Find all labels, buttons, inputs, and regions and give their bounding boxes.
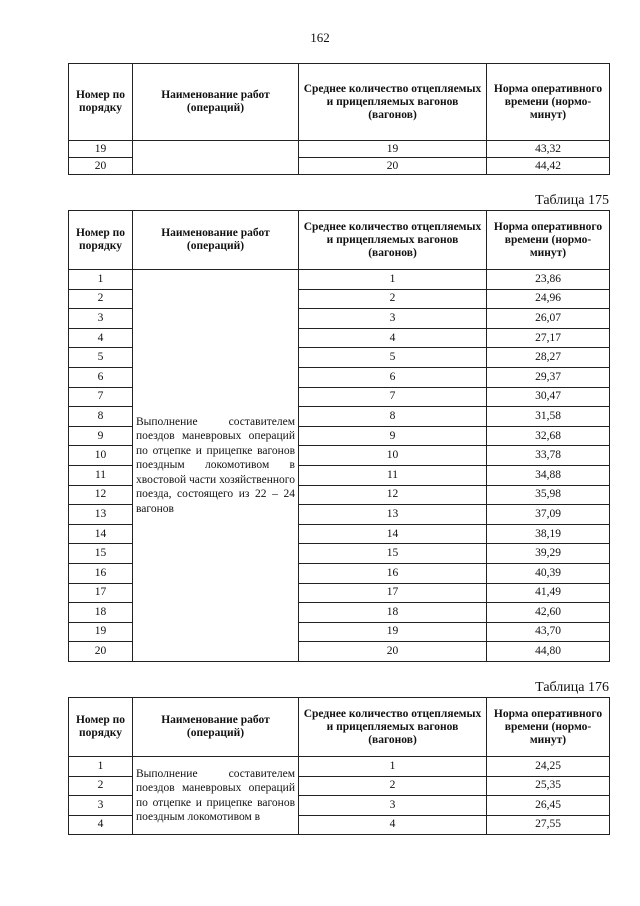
row-count: 7 bbox=[299, 387, 487, 407]
header-work: Наименование работ (операций) bbox=[133, 698, 299, 757]
row-count: 10 bbox=[299, 446, 487, 466]
row-number: 20 bbox=[69, 642, 133, 662]
row-number: 12 bbox=[69, 485, 133, 505]
row-number: 3 bbox=[69, 309, 133, 329]
header-norm: Норма оперативного времени (нормо-минут) bbox=[487, 211, 610, 270]
header-norm: Норма оперативного времени (нормо-минут) bbox=[487, 64, 610, 141]
row-norm: 27,55 bbox=[487, 815, 610, 835]
row-count: 20 bbox=[299, 642, 487, 662]
row-count: 8 bbox=[299, 407, 487, 427]
row-number: 3 bbox=[69, 796, 133, 816]
header-count: Среднее количество отцепляемых и прицепляемых вагонов (вагонов) bbox=[299, 64, 487, 141]
row-count: 2 bbox=[299, 776, 487, 796]
row-number: 17 bbox=[69, 583, 133, 603]
row-norm: 44,80 bbox=[487, 642, 610, 662]
row-norm: 32,68 bbox=[487, 426, 610, 446]
row-count: 11 bbox=[299, 465, 487, 485]
row-count: 17 bbox=[299, 583, 487, 603]
operation-cell-empty bbox=[133, 141, 299, 175]
row-norm: 39,29 bbox=[487, 544, 610, 564]
row-number: 7 bbox=[69, 387, 133, 407]
header-count: Среднее количество отцепляемых и прицепляемых вагонов (вагонов) bbox=[299, 211, 487, 270]
row-norm: 34,88 bbox=[487, 465, 610, 485]
row-number: 9 bbox=[69, 426, 133, 446]
row-number: 5 bbox=[69, 348, 133, 368]
row-norm: 28,27 bbox=[487, 348, 610, 368]
row-norm: 42,60 bbox=[487, 603, 610, 623]
row-number: 14 bbox=[69, 524, 133, 544]
row-number: 2 bbox=[69, 776, 133, 796]
row-norm: 24,96 bbox=[487, 289, 610, 309]
row-norm: 44,42 bbox=[487, 158, 610, 175]
header-number: Номер по порядку bbox=[69, 211, 133, 270]
row-count: 14 bbox=[299, 524, 487, 544]
row-number: 13 bbox=[69, 505, 133, 525]
row-norm: 31,58 bbox=[487, 407, 610, 427]
row-norm: 27,17 bbox=[487, 328, 610, 348]
row-number: 6 bbox=[69, 367, 133, 387]
header-norm: Норма оперативного времени (нормо-минут) bbox=[487, 698, 610, 757]
row-norm: 35,98 bbox=[487, 485, 610, 505]
table-row bbox=[69, 270, 610, 290]
header-number: Номер по порядку bbox=[69, 64, 133, 141]
row-norm: 23,86 bbox=[487, 270, 610, 290]
row-count: 5 bbox=[299, 348, 487, 368]
table-row bbox=[69, 141, 610, 158]
row-number: 18 bbox=[69, 603, 133, 623]
row-norm: 40,39 bbox=[487, 563, 610, 583]
row-count: 1 bbox=[299, 757, 487, 777]
row-count: 4 bbox=[299, 815, 487, 835]
row-norm: 30,47 bbox=[487, 387, 610, 407]
row-number: 16 bbox=[69, 563, 133, 583]
row-count: 2 bbox=[299, 289, 487, 309]
row-number: 19 bbox=[69, 141, 133, 158]
header-count: Среднее количество отцепляемых и прицепляемых вагонов (вагонов) bbox=[299, 698, 487, 757]
row-count: 15 bbox=[299, 544, 487, 564]
row-norm: 43,70 bbox=[487, 622, 610, 642]
operation-description: Выполнение составителем поездов маневровых операций по отцепке и прицепке вагонов поездным локомотивом в хвостовой части хозяйственного поезда, состоящего из 22 – 24 вагонов bbox=[133, 270, 299, 662]
operation-description: Выполнение составителем поездов маневровых операций по отцепке и прицепке вагонов поездным локомотивом в bbox=[133, 757, 299, 835]
row-count: 19 bbox=[299, 622, 487, 642]
row-count: 20 bbox=[299, 158, 487, 175]
row-count: 6 bbox=[299, 367, 487, 387]
row-number: 19 bbox=[69, 622, 133, 642]
row-count: 9 bbox=[299, 426, 487, 446]
row-count: 19 bbox=[299, 141, 487, 158]
row-number: 8 bbox=[69, 407, 133, 427]
row-count: 16 bbox=[299, 563, 487, 583]
row-count: 12 bbox=[299, 485, 487, 505]
row-number: 1 bbox=[69, 270, 133, 290]
row-norm: 26,45 bbox=[487, 796, 610, 816]
page-number: 162 bbox=[310, 30, 330, 45]
row-norm: 33,78 bbox=[487, 446, 610, 466]
row-number: 20 bbox=[69, 158, 133, 175]
row-number: 1 bbox=[69, 757, 133, 777]
norm-table-175 bbox=[68, 210, 610, 662]
row-norm: 29,37 bbox=[487, 367, 610, 387]
header-work: Наименование работ (операций) bbox=[133, 64, 299, 141]
row-norm: 41,49 bbox=[487, 583, 610, 603]
row-norm: 38,19 bbox=[487, 524, 610, 544]
row-number: 11 bbox=[69, 465, 133, 485]
row-count: 3 bbox=[299, 309, 487, 329]
row-norm: 24,25 bbox=[487, 757, 610, 777]
row-count: 3 bbox=[299, 796, 487, 816]
row-norm: 37,09 bbox=[487, 505, 610, 525]
header-work: Наименование работ (операций) bbox=[133, 211, 299, 270]
row-count: 4 bbox=[299, 328, 487, 348]
table-175-caption: Таблица 175 bbox=[535, 193, 609, 208]
row-number: 2 bbox=[69, 289, 133, 309]
row-norm: 43,32 bbox=[487, 141, 610, 158]
table-row bbox=[69, 757, 610, 777]
row-count: 13 bbox=[299, 505, 487, 525]
header-number: Номер по порядку bbox=[69, 698, 133, 757]
row-count: 18 bbox=[299, 603, 487, 623]
row-number: 4 bbox=[69, 328, 133, 348]
row-norm: 26,07 bbox=[487, 309, 610, 329]
row-norm: 25,35 bbox=[487, 776, 610, 796]
norm-table-176 bbox=[68, 697, 610, 835]
row-number: 15 bbox=[69, 544, 133, 564]
norm-table-continued bbox=[68, 63, 610, 175]
row-number: 4 bbox=[69, 815, 133, 835]
row-count: 1 bbox=[299, 270, 487, 290]
row-number: 10 bbox=[69, 446, 133, 466]
table-176-caption: Таблица 176 bbox=[535, 680, 609, 695]
